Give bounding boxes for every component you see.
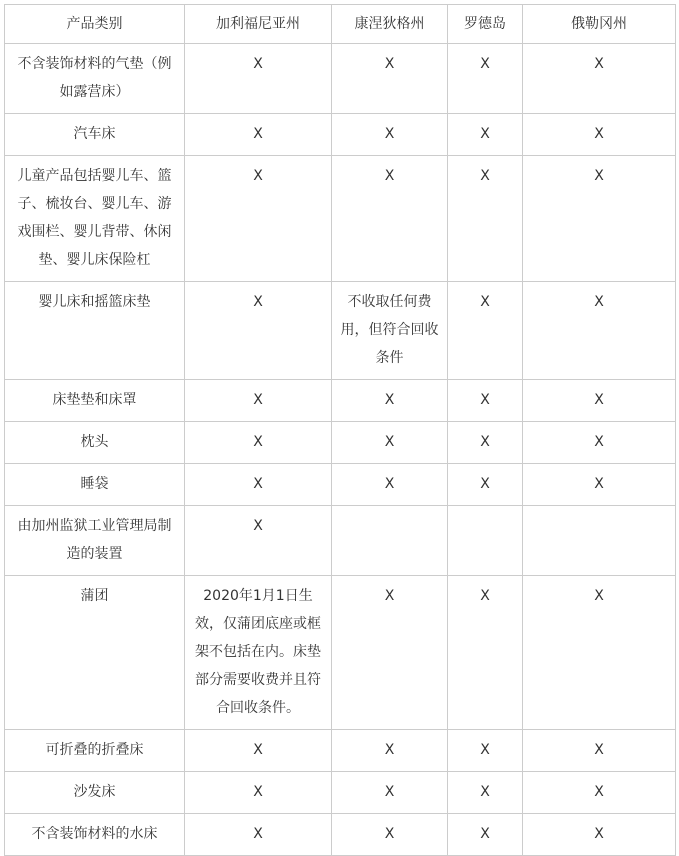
rhode-island-cell: X (448, 730, 523, 772)
header-product-category: 产品类别 (5, 5, 185, 44)
header-connecticut: 康涅狄格州 (332, 5, 448, 44)
oregon-cell: X (523, 114, 676, 156)
category-cell: 不含装饰材料的水床 (5, 814, 185, 856)
rhode-island-cell: X (448, 114, 523, 156)
oregon-cell: X (523, 814, 676, 856)
connecticut-cell: X (332, 730, 448, 772)
category-cell: 蒲团 (5, 576, 185, 730)
table-row (5, 506, 676, 576)
category-cell: 汽车床 (5, 114, 185, 156)
connecticut-cell: X (332, 380, 448, 422)
category-cell: 不含装饰材料的气垫（例如露营床） (5, 44, 185, 114)
oregon-cell: X (523, 380, 676, 422)
california-cell: X (185, 156, 332, 282)
table-row (5, 114, 676, 156)
oregon-cell: X (523, 772, 676, 814)
california-cell: X (185, 380, 332, 422)
connecticut-cell: 不收取任何费用，但符合回收条件 (332, 282, 448, 380)
rhode-island-cell: X (448, 380, 523, 422)
oregon-cell (523, 506, 676, 576)
california-cell: X (185, 422, 332, 464)
connecticut-cell: X (332, 114, 448, 156)
california-cell: X (185, 44, 332, 114)
table-row (5, 44, 676, 114)
category-cell: 由加州监狱工业管理局制造的装置 (5, 506, 185, 576)
rhode-island-cell: X (448, 44, 523, 114)
category-cell: 儿童产品包括婴儿车、篮子、梳妆台、婴儿车、游戏围栏、婴儿背带、休闲垫、婴儿床保险杠 (5, 156, 185, 282)
connecticut-cell: X (332, 156, 448, 282)
table-row (5, 464, 676, 506)
category-cell: 婴儿床和摇篮床垫 (5, 282, 185, 380)
oregon-cell: X (523, 576, 676, 730)
category-cell: 可折叠的折叠床 (5, 730, 185, 772)
rhode-island-cell (448, 506, 523, 576)
category-cell: 床垫垫和床罩 (5, 380, 185, 422)
california-cell: X (185, 506, 332, 576)
oregon-cell: X (523, 422, 676, 464)
california-cell: X (185, 464, 332, 506)
oregon-cell: X (523, 464, 676, 506)
category-cell: 枕头 (5, 422, 185, 464)
california-cell: 2020年1月1日生效，仅蒲团底座或框架不包括在内。床垫部分需要收费并且符合回收条件。 (185, 576, 332, 730)
table-row (5, 156, 676, 282)
california-cell: X (185, 730, 332, 772)
header-oregon: 俄勒冈州 (523, 5, 676, 44)
rhode-island-cell: X (448, 282, 523, 380)
connecticut-cell: X (332, 422, 448, 464)
table-row (5, 772, 676, 814)
connecticut-cell: X (332, 576, 448, 730)
connecticut-cell (332, 506, 448, 576)
rhode-island-cell: X (448, 576, 523, 730)
connecticut-cell: X (332, 814, 448, 856)
connecticut-cell: X (332, 464, 448, 506)
oregon-cell: X (523, 156, 676, 282)
oregon-cell: X (523, 282, 676, 380)
table-row (5, 380, 676, 422)
header-rhode-island: 罗德岛 (448, 5, 523, 44)
connecticut-cell: X (332, 44, 448, 114)
california-cell: X (185, 772, 332, 814)
rhode-island-cell: X (448, 464, 523, 506)
connecticut-cell: X (332, 772, 448, 814)
oregon-cell: X (523, 44, 676, 114)
california-cell: X (185, 814, 332, 856)
product-state-table (4, 4, 676, 856)
rhode-island-cell: X (448, 422, 523, 464)
california-cell: X (185, 282, 332, 380)
category-cell: 沙发床 (5, 772, 185, 814)
table-row (5, 730, 676, 772)
rhode-island-cell: X (448, 156, 523, 282)
rhode-island-cell: X (448, 814, 523, 856)
category-cell: 睡袋 (5, 464, 185, 506)
table-row (5, 422, 676, 464)
oregon-cell: X (523, 730, 676, 772)
table-row (5, 282, 676, 380)
california-cell: X (185, 114, 332, 156)
table-row (5, 576, 676, 730)
table-row (5, 814, 676, 856)
header-california: 加利福尼亚州 (185, 5, 332, 44)
table-header-row (5, 5, 676, 44)
rhode-island-cell: X (448, 772, 523, 814)
